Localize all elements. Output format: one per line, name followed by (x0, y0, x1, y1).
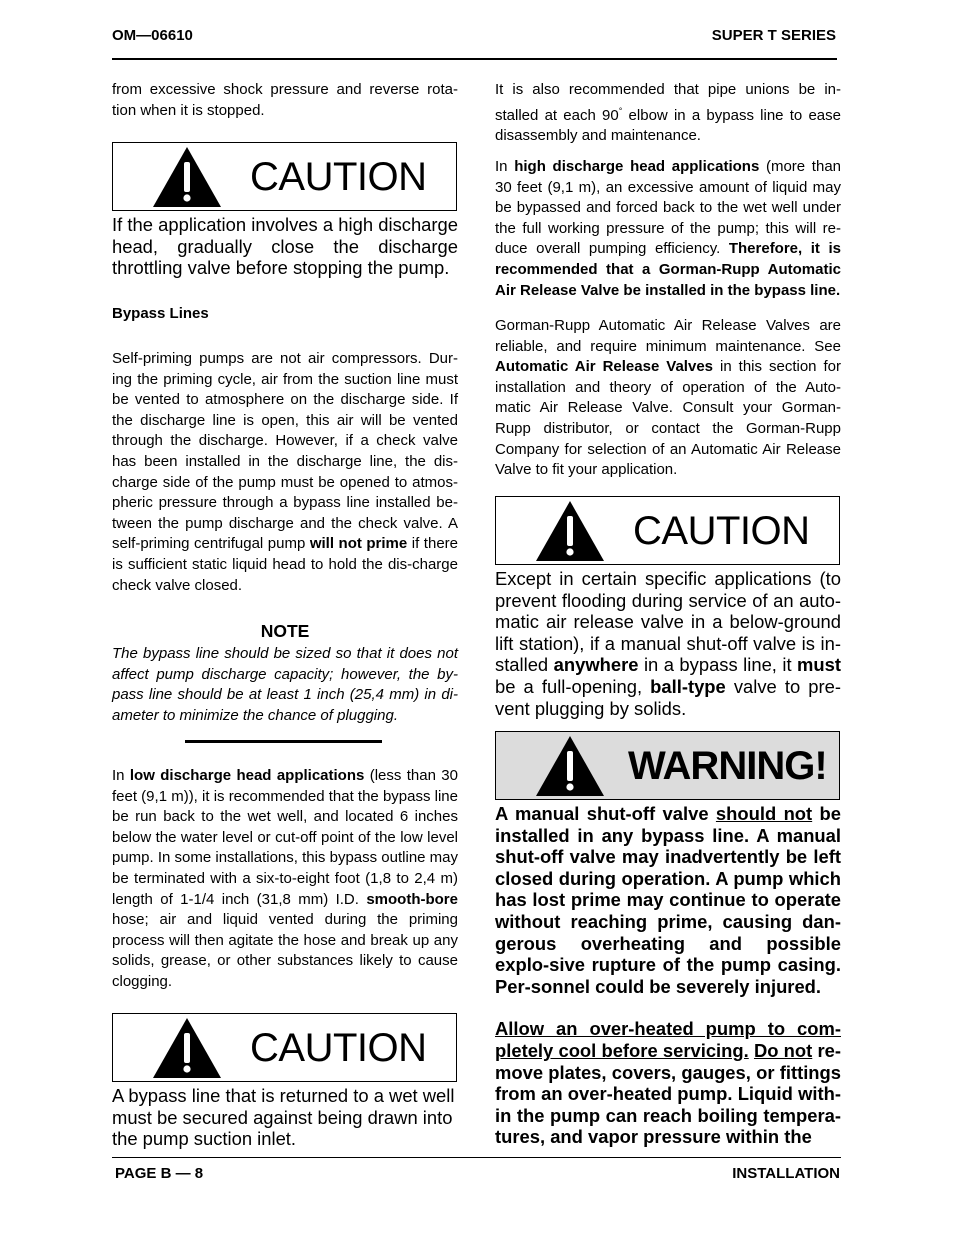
text: Except in certain specific applications (to prevent flooding during service of an auto-matic air release valve in a below-ground lift station), if a manual shut-off valve is in-stalled (495, 568, 841, 676)
bypass-paragraph (112, 349, 458, 596)
warning-triangle-icon (151, 1016, 223, 1080)
text: hose; air and liquid vented during the priming process will then agitate the hose and break up any solids, grease, or other substances likely to cause clogging. (112, 911, 458, 990)
degree-symbol: ° (618, 105, 623, 116)
emphasis: must (797, 654, 841, 676)
unions-paragraph (495, 80, 841, 147)
text: re-move plates, covers, gauges, or fittings from an over-heated pump. Liquid with-in the pump can reach boiling tempera-tures, and vapor pressure within the (495, 1039, 841, 1148)
note-title: NOTE (260, 621, 310, 641)
caution-label: CAUTION (250, 155, 427, 199)
underlined-emphasis: Allow an over-heated pump to com-pletely cool before servicing. (495, 1018, 841, 1061)
text: In (112, 767, 130, 784)
text: be installed in any bypass line. A manual shut-off valve may inadvertently be left closed during operation. A pump which has lost prime may continue to operate without reaching prime, causing dan-gerous overheating and possible explo-sive rupture of the pump casing. Per-sonnel could be severely injured. (495, 803, 841, 997)
note-rule (185, 740, 382, 743)
caution-box (112, 1013, 457, 1082)
caution-box (112, 142, 457, 211)
emphasis: smooth-bore (366, 890, 458, 908)
text: in a bypass line, it (638, 654, 798, 676)
text: (more than 30 feet (9,1 m), an excessive amount of liquid may be bypassed and forced back to the wet well under the full working pressure of the pump; this will re-duce overall pumping efficiency. (495, 158, 842, 258)
low-head-paragraph (112, 766, 458, 993)
header-rule (112, 58, 837, 60)
warning-message (495, 803, 841, 1148)
caution-message (112, 214, 458, 279)
footer-rule (112, 1157, 841, 1158)
warning-label: WARNING! (628, 744, 827, 788)
emphasis: Automatic Air Release Valves (495, 358, 714, 376)
warning-triangle-icon (534, 734, 606, 798)
text: in this section for installation and theory of operation of the Auto-matic Air Release Valve. Consult your Gorman-Rupp distributor, or contact the Gorman-Rupp Company for selection of an Automatic Air Release Valve to fit your application. (495, 358, 842, 479)
page-number: PAGE B — 8 (115, 1165, 204, 1182)
underlined-emphasis: should not (715, 803, 813, 824)
document-number: OM—06610 (112, 27, 193, 44)
paragraph: from excessive shock pressure and reverse rota-tion when it is stopped. (112, 81, 458, 119)
caution-text: A bypass line that is returned to a wet well must be secured against being drawn into the pump suction inlet. (112, 1085, 455, 1150)
text: (less than 30 feet (9,1 m)), it is recommended that the bypass line be run back to the wet well, and located 6 inches below the water level or cut-off point of the low level pump. In some installations, this bypass outline may be terminated with a six-to-eight foot (1,8 to 2,4 m) length of 1-1/4 inch (31,8 mm) I.D. (112, 767, 459, 908)
caution-label: CAUTION (633, 509, 810, 553)
note-block (112, 621, 458, 743)
caution-label: CAUTION (250, 1026, 427, 1070)
text: be a full-opening, (495, 675, 651, 697)
emphasis: will not prime (309, 535, 408, 553)
emphasis: low discharge head applications (129, 767, 365, 784)
warning-box (495, 731, 840, 800)
emphasis: high discharge head applications (514, 158, 760, 175)
section-name: INSTALLATION (732, 1165, 840, 1182)
note-text: The bypass line should be sized so that it does not affect pump discharge capacity; however, the by-pass line should be at least 1 inch (25,4 mm) in di-ameter to minimize the chance of plugging. (112, 645, 458, 724)
text: In (495, 158, 515, 175)
caution-message (112, 1085, 458, 1150)
series-title: SUPER T SERIES (711, 27, 836, 44)
warning-triangle-icon (534, 499, 606, 563)
emphasis: Therefore, it is recommended that a Gorman-Rupp Automatic Air Release Valve be installed in the bypass line. (495, 240, 842, 299)
emphasis: anywhere (553, 654, 639, 676)
section-heading: Bypass Lines (112, 305, 209, 322)
text: A manual shut-off valve (495, 803, 716, 824)
caution-box (495, 496, 840, 565)
text: valve to pre-vent plugging by solids. (495, 675, 841, 719)
text: Gorman-Rupp Automatic Air Release Valves are reliable, and require minimum maintenance. See (495, 317, 841, 355)
text: elbow in a bypass line to ease disassembly and maintenance. (495, 106, 841, 145)
high-head-paragraph (495, 157, 841, 301)
air-release-paragraph (495, 316, 841, 481)
text: Self-priming pumps are not air compressors. Dur-ing the priming cycle, air from the suction line must be vented to atmosphere on the discharge side. If the discharge line is open, this air will be vented through the discharge. However, if a check valve has been installed in the discharge line, the dis-charge side of the pump must be opened to atmos-pheric pressure through a bypass line installed be-tween the pump discharge and the check valve. A self-priming centrifugal pump (112, 350, 458, 553)
text: if there is sufficient static liquid head to hold the dis-charge check valve closed. (112, 535, 458, 594)
underlined-emphasis: Do not (753, 1039, 813, 1061)
caution-text: If the application involves a high discharge head, gradually close the discharge throttling valve before stopping the pump. (112, 214, 458, 279)
warning-triangle-icon (151, 145, 223, 209)
text: It is also recommended that pipe unions be in-stalled at each 90 (495, 81, 841, 124)
caution-message (495, 568, 841, 719)
emphasis: ball-type (650, 675, 726, 697)
left-column (112, 80, 458, 121)
